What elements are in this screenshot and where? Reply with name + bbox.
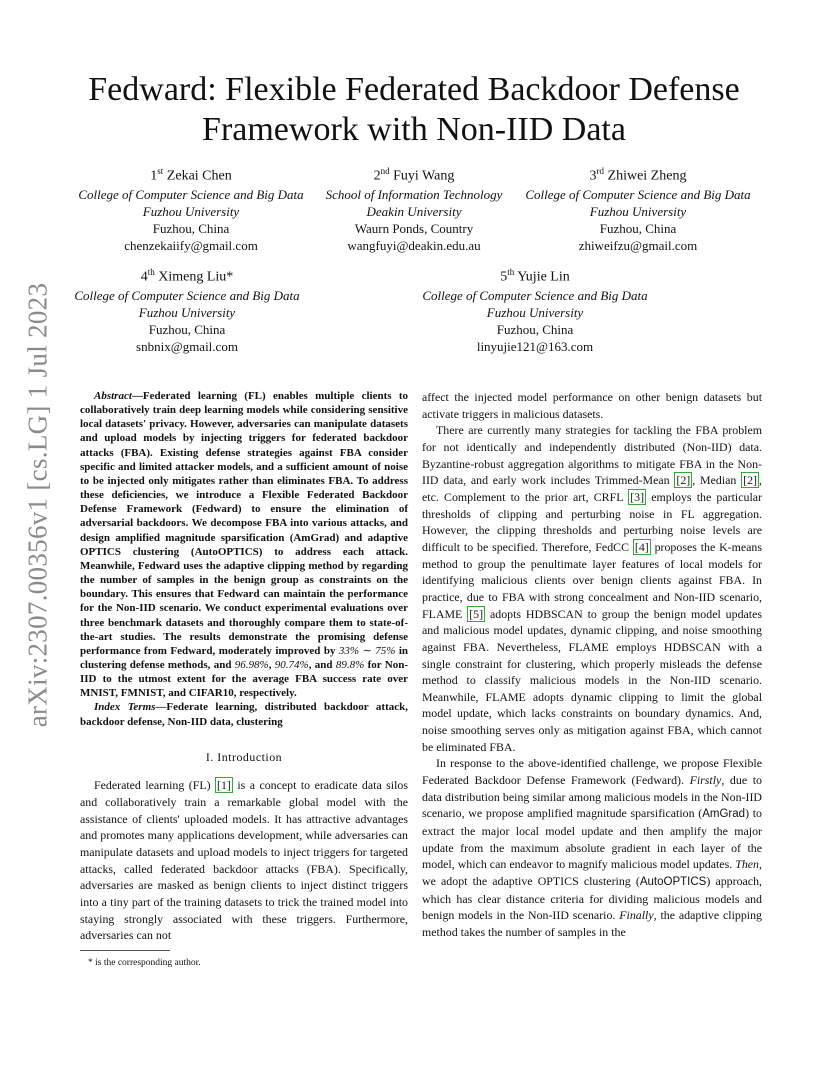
arxiv-identifier-text: arXiv:2307.00356v1 [cs.LG] 1 Jul 2023	[22, 282, 53, 728]
author-institution: Fuzhou University	[589, 203, 687, 219]
author-email[interactable]: zhiweifzu@gmail.com	[578, 237, 698, 253]
right-column	[422, 389, 762, 941]
section-heading-introduction: I. Introduction	[205, 749, 283, 764]
intro-paragraph: Federated learning (FL) [1] is a concept to eradicate data silos and collaboratively train a remarkable global model with the assistance of clients' uploaded models. It has attractive advantages and promotes many applications development, while adversaries can manipulate datasets and upload models to inject triggers for targeted attacks, called federated backdoor attacks (FBA). Specifically, adversaries are masked as benign clients to inject distinct triggers into a tiny part of the training datasets to trick the trained model into staying strongly associated with these triggers. Furthermore, adversaries can not	[80, 778, 408, 943]
author-location: Fuzhou, China	[152, 220, 230, 236]
paragraph: There are currently many strategies for tackling the FBA problem for not identically and independently distributed (Non-IID) data. Byzantine-robust aggregation algorithms to mitigate FBA in the Non-IID data, and early work includes Trimmed-Mean [2] , Median [2] , etc. Complement to the prior art, CRFL [3] employs the particular thresholds of clipping and perturbing noise in FL aggregation. However, the clipping thresholds and perturbing noise levels are difficult to be specified. Therefore, FedCC [4] proposes the K-means method to group the penultimate layer features of local models for identifying malicious clients over benign clients against FBA. In practice, due to FBA with strong concealment and Non-IID scenario, FLAME [5] adopts HDBSCAN to group the benign model updates and malicious model updates, dynamic clipping, and noise smoothing against FBA. Nevertheless, FLAME employs HDBSCAN with a single constraint for clustering, which properly misleads the defense method to classify malicious models in the Non-IID scenario. Meanwhile, FLAME adopts dynamic clipping to limit the global model update, which lacks constraints on boundary dynamics. And, noise smoothing serves only as mitigation against FBA, which cannot be eliminated FBA.	[422, 423, 762, 754]
paragraph: affect the injected model performance on other benign datasets but activate triggers in malicious datasets.	[422, 390, 762, 421]
author-affiliation: College of Computer Science and Big Data	[525, 186, 751, 202]
citation-link[interactable]: [2]	[676, 473, 691, 488]
author-email[interactable]: snbnix@gmail.com	[136, 338, 238, 354]
citation-link[interactable]: [2]	[743, 473, 758, 488]
footnote: * is the corresponding author.	[88, 958, 201, 968]
abstract: Abstract—Federated learning (FL) enables multiple clients to collaboratively train deep learning models while considering sensitive local datasets' privacy. However, adversaries can manipulate datasets and upload models by injecting triggers for federated backdoor attacks (FBA). Existing defense strategies against FBA consider specific and limited attacker models, and a sufficient amount of noise to be injected only mitigates rather than eliminates FBA. To address these deficiencies, we introduce a Flexible Federated Backdoor Defense Framework (Fedward) to ensure the elimination of adversarial backdoors. We decompose FBA into various attacks, and design amplified magnitude sparsification (AmGrad) and adaptive OPTICS clustering (AutoOPTICS) to address each attack. Meanwhile, Fedward uses the adaptive clipping method by regarding the number of samples in the benign group as constraints on the boundary. This ensures that Fedward can maintain the performance for the Non-IID scenario. We conduct experimental evaluations over three benchmark datasets and thoroughly compare them to state-of-the-art studies. The results demonstrate the promising defense performance from Fedward, moderately improved by 33% ∼ 75% in clustering defense methods, and 96.98%, 90.74%, and 89.8% for Non-IID to the utmost extent for the average FBA success rate over MNIST, FMNIST, and CIFAR10, respectively.	[80, 390, 408, 700]
author-institution: Fuzhou University	[486, 304, 584, 320]
citation-link[interactable]: [3]	[630, 489, 645, 504]
author-affiliation: School of Information Technology	[325, 186, 503, 202]
citation-link[interactable]: [4]	[634, 539, 649, 554]
author-name: 1st Zekai Chen	[150, 166, 232, 184]
author-institution: Deakin University	[366, 203, 462, 219]
author-block	[410, 264, 660, 355]
author-affiliation: College of Computer Science and Big Data	[74, 287, 300, 303]
author-name: 5th Yujie Lin	[500, 267, 570, 285]
author-location: Waurn Ponds, Country	[354, 220, 474, 236]
author-name: 3rd Zhiwei Zheng	[589, 166, 687, 184]
author-block	[62, 264, 312, 355]
author-email[interactable]: wangfuyi@deakin.edu.au	[347, 237, 481, 253]
left-column	[80, 389, 408, 944]
citation-link[interactable]: [5]	[469, 606, 484, 621]
author-location: Fuzhou, China	[496, 321, 574, 337]
paragraph: In response to the above-identified challenge, we propose Flexible Federated Backdoor Defense Framework (Fedward). Firstly, due to data distribution being similar among malicious models in the Non-IID scenario, we propose amplified magnitude sparsification (AmGrad) to extract the major local model update and then amplify the major update from the maximum absolute gradient in each layer of the model, which can endeavor to magnify malicious model updates. Then, we adopt the adaptive OPTICS clustering (AutoOPTICS) approach, which has clear distance criteria for dividing malicious models and benign models in the Non-IID scenario. Finally, the adaptive clipping method takes the number of samples in the	[422, 756, 762, 939]
author-location: Fuzhou, China	[148, 321, 226, 337]
author-block	[314, 163, 514, 254]
index-terms: Index Terms—Federate learning, distributed backdoor attack, backdoor defense, Non-IID data, clustering	[80, 701, 408, 728]
author-email[interactable]: linyujie121@163.com	[476, 338, 594, 354]
author-affiliation: College of Computer Science and Big Data	[422, 287, 648, 303]
footnote-divider	[80, 950, 170, 951]
author-name: 2nd Fuyi Wang	[373, 166, 455, 184]
author-block	[513, 163, 763, 254]
author-email[interactable]: chenzekaiify@gmail.com	[124, 237, 258, 253]
arxiv-identifier	[14, 282, 64, 728]
author-block	[66, 163, 316, 254]
citation-link[interactable]: [1]	[217, 778, 231, 793]
author-name: 4th Ximeng Liu*	[140, 267, 234, 285]
author-institution: Fuzhou University	[142, 203, 240, 219]
author-affiliation: College of Computer Science and Big Data	[78, 186, 304, 202]
author-institution: Fuzhou University	[138, 304, 236, 320]
paper-title: Fedward: Flexible Federated Backdoor Defense Framework with Non-IID Data	[88, 71, 740, 148]
author-location: Fuzhou, China	[599, 220, 677, 236]
